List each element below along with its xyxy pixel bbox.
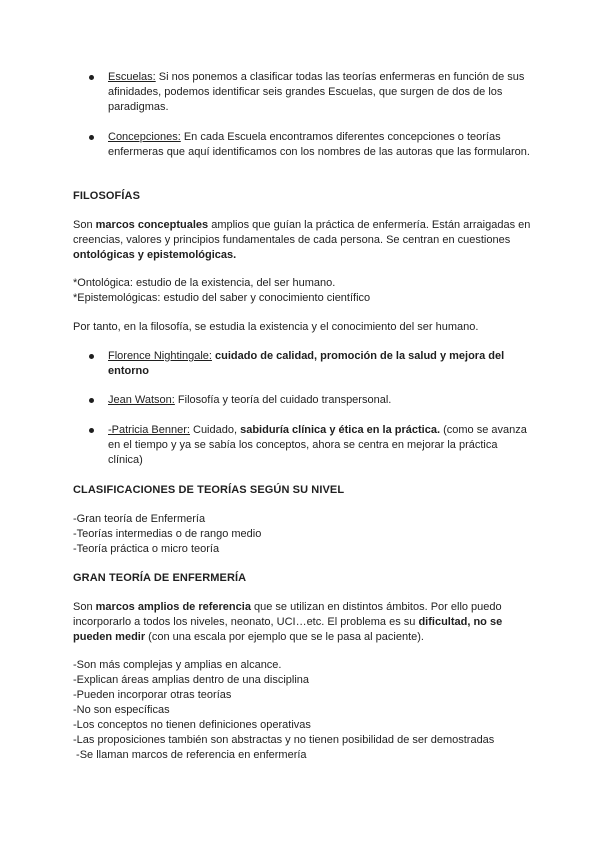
bullet-icon (89, 75, 94, 80)
paragraph (108, 393, 533, 408)
gran-teoria-intro (73, 600, 533, 645)
text-run: Son (73, 601, 96, 613)
author-name: Florence Nightingale: (108, 350, 212, 362)
concepciones-text: En cada Escuela encontramos diferentes concepciones o teorías enfermeras que aquí identificamos con los nombres de las autoras que las formularon. (108, 131, 530, 158)
list-item-escuelas (108, 70, 533, 115)
paragraph (73, 600, 533, 645)
list-item-benner (108, 423, 533, 468)
bullet-icon (89, 428, 94, 433)
list-item: -Pueden incorporar otras teorías (73, 689, 232, 701)
text-run: (como se avanza en el tiempo y ya se sabía los conceptos, ahora se centra en mejorar la práctica clínica) (108, 424, 527, 466)
paragraph (108, 349, 533, 379)
list-item-watson (108, 393, 533, 408)
bold-run: cuidado de calidad, promoción de la salud y mejora del entorno (108, 350, 505, 377)
list-item-concepciones (108, 130, 533, 160)
author-name: -Patricia Benner: (108, 424, 190, 436)
bold-run: marcos conceptuales (95, 219, 209, 231)
bullet-icon (89, 135, 94, 140)
bold-run: dificultad, no se pueden medir (73, 616, 503, 643)
gran-teoria-features (73, 658, 543, 763)
list-item: -Teoría práctica o micro teoría (73, 543, 220, 555)
term-concepciones: Concepciones: (108, 131, 181, 143)
list-item: -Las proposiciones también son abstractas y no tienen posibilidad de ser demostradas (73, 734, 495, 746)
filosofias-intro (73, 218, 533, 263)
bullet-icon (89, 354, 94, 359)
heading-clasificaciones: CLASIFICACIONES DE TEORÍAS SEGÚN SU NIVEL (73, 484, 345, 496)
bold-run: ontológicas y epistemológicas. (73, 249, 237, 261)
bullet-icon (89, 398, 94, 403)
heading-gran-teoria: GRAN TEORÍA DE ENFERMERÍA (73, 572, 247, 584)
list-item: -No son específicas (73, 704, 170, 716)
text-run: Filosofía y teoría del cuidado transpersonal. (174, 394, 392, 406)
text-run: amplios que guían la práctica de enfermería. Están arraigadas en creencias, valores y principios fundamentales de cada persona. Se centran en cuestiones (73, 219, 531, 246)
list-item: -Son más complejas y amplias en alcance. (73, 659, 282, 671)
list-item: -Gran teoría de Enfermería (73, 513, 206, 525)
paragraph (108, 130, 533, 160)
term-escuelas: Escuelas: (108, 71, 156, 83)
text-run: (con una escala por ejemplo que se le pasa al paciente). (145, 631, 424, 643)
author-name: Jean Watson: (108, 394, 175, 406)
paragraph (108, 70, 533, 115)
bold-run: sabiduría clínica y ética en la práctica. (240, 424, 441, 436)
bold-run: marcos amplios de referencia (95, 601, 251, 613)
text-run: Cuidado, (189, 424, 241, 436)
list-item: -Explican áreas amplias dentro de una disciplina (73, 674, 310, 686)
paragraph (108, 423, 533, 468)
list-item: -Los conceptos no tienen definiciones operativas (73, 719, 311, 731)
text-run: que se utilizan en distintos ámbitos. Por ello puedo incorporarlo a todos los niveles, neonato, UCI…etc. El problema es su (73, 601, 502, 628)
text-run: Son (73, 219, 96, 231)
filosofias-conclusion: Por tanto, en la filosofía, se estudia la existencia y el conocimiento del ser humano. (73, 321, 479, 333)
list-item: -Se llaman marcos de referencia en enfermería (73, 749, 307, 761)
heading-filosofias: FILOSOFÍAS (73, 190, 140, 202)
escuelas-text: Si nos ponemos a clasificar todas las teorías enfermeras en función de sus afinidades, podemos identificar seis grandes Escuelas, que surgen de dos de los paradigmas. (108, 71, 525, 113)
def-ontologica: *Ontológica: estudio de la existencia, del ser humano. (73, 277, 336, 289)
clasificaciones-list (73, 512, 533, 557)
list-item: -Teorías intermedias o de rango medio (73, 528, 262, 540)
def-epistemologica: *Epistemológicas: estudio del saber y conocimiento científico (73, 292, 371, 304)
paragraph (73, 218, 533, 263)
list-item-nightingale (108, 349, 533, 379)
